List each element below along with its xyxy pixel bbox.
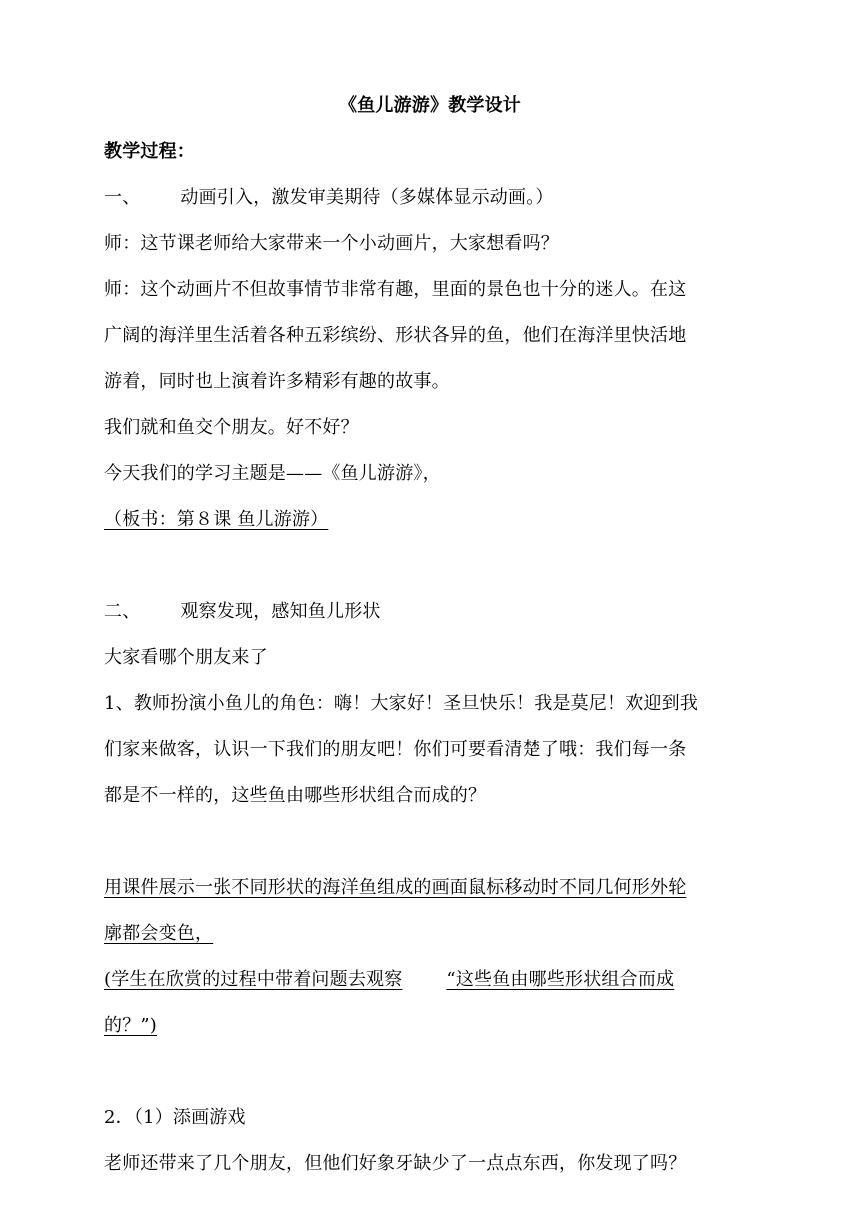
paragraph-2-line-3: 游着，同时也上演着许多精彩有趣的故事。 (104, 371, 450, 392)
section-two-title: 观察发现，感知鱼儿形状 (180, 601, 381, 622)
paragraph-4: 今天我们的学习主题是——《鱼儿游游》， (104, 463, 441, 484)
section-three-heading: 2．（1）添画游戏 (104, 1107, 246, 1128)
section-one-title: 动画引入，激发审美期待（多媒体显示动画。） (180, 187, 554, 208)
paragraph-8-part-a: (学生在欣赏的过程中带着问题去观察 (104, 969, 403, 990)
section-two-heading (104, 600, 381, 624)
paragraph-2-line-1: 师：这个动画片不但故事情节非常有趣，里面的景色也十分的迷人。在这 (104, 279, 687, 300)
paragraph-7-line-2: 廓都会变色， (104, 923, 214, 944)
board-note: （板书：第８课 鱼儿游游） (104, 509, 329, 530)
paragraph-6-line-1: 1、教师扮演小鱼儿的角色：嗨！大家好！圣旦快乐！我是莫尼！欢迎到我 (104, 693, 699, 714)
paragraph-9: 老师还带来了几个朋友，但他们好象牙缺少了一点点东西，你发现了吗？ (104, 1153, 687, 1174)
paragraph-5: 大家看哪个朋友来了 (104, 647, 268, 668)
paragraph-7-line-1: 用课件展示一张不同形状的海洋鱼组成的画面鼠标移动时不同几何形外轮 (104, 877, 687, 898)
section-one-heading (104, 186, 554, 210)
paragraph-3: 我们就和鱼交个朋友。好不好？ (104, 417, 359, 438)
paragraph-2-line-2: 广阔的海洋里生活着各种五彩缤纷、形状各异的鱼，他们在海洋里快活地 (104, 325, 687, 346)
section-label: 教学过程： (104, 141, 195, 162)
paragraph-6-line-3: 都是不一样的，这些鱼由哪些形状组合而成的？ (104, 785, 487, 806)
section-two-number: 二、 (104, 601, 141, 622)
paragraph-8-part-b: “这些鱼由哪些形状组合而成 (446, 969, 675, 990)
paragraph-8-line-1 (104, 968, 674, 992)
paragraph-8-line-2: 的？”) (104, 1015, 158, 1036)
document-title: 《鱼儿游游》教学设计 (339, 95, 521, 116)
paragraph-1: 师：这节课老师给大家带来一个小动画片，大家想看吗？ (104, 233, 559, 254)
section-one-number: 一、 (104, 187, 141, 208)
paragraph-6-line-2: 们家来做客，认识一下我们的朋友吧！你们可要看清楚了哦：我们每一条 (104, 739, 687, 760)
